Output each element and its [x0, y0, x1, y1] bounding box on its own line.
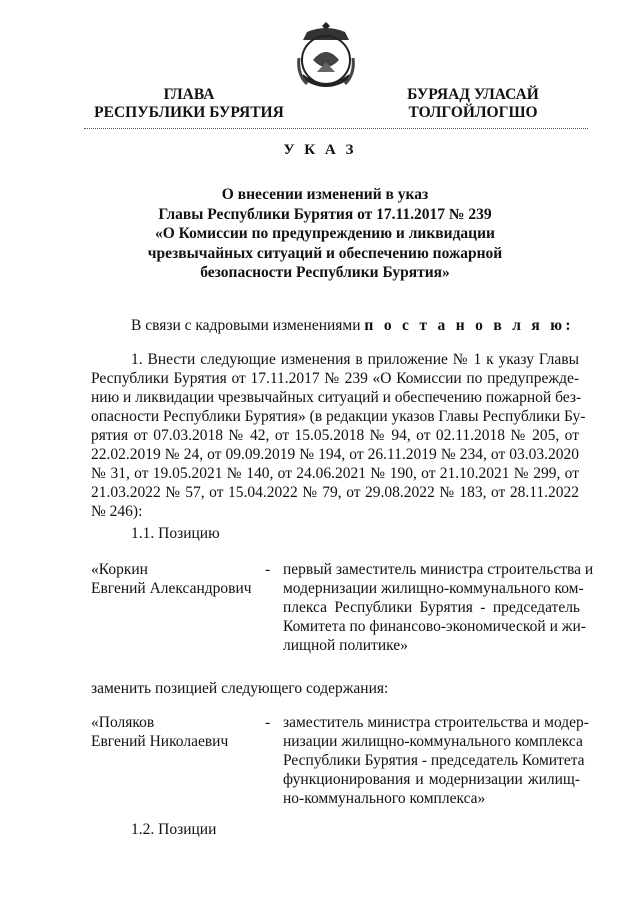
- role-line: но-коммунального комплекса»: [283, 790, 486, 807]
- role-line: первый заместитель министра строительства и: [283, 561, 594, 578]
- new-position-name: [91, 713, 228, 751]
- decree-word: п о с т а н о в л я ю:: [364, 317, 574, 334]
- paragraph-line: 22.02.2019 № 24, от 09.09.2019 № 194, от 26.11.2019 № 234, от 03.03.2020: [91, 446, 579, 463]
- preamble: [131, 316, 574, 335]
- header-left-line: РЕСПУБЛИКИ БУРЯТИЯ: [94, 104, 284, 121]
- title-line: «О Комиссии по предупреждению и ликвидации: [155, 225, 495, 242]
- role-line: плекса Республики Бурятия - председатель: [283, 599, 580, 616]
- role-line: лищной политике»: [283, 637, 408, 654]
- role-line: Комитета по финансово-экономической и жи-: [283, 618, 586, 635]
- paragraph-line: № 246):: [91, 503, 143, 520]
- paragraph-line: нию и ликвидации чрезвычайных ситуаций и обеспечению пожарной без-: [91, 389, 582, 406]
- old-position-role: [283, 560, 594, 655]
- name-line: Евгений Александрович: [91, 580, 252, 597]
- item-1-paragraph: [91, 350, 586, 521]
- replace-instruction: заменить позицией следующего содержания:: [91, 680, 389, 697]
- new-position-role: [283, 713, 589, 808]
- header-left-line: ГЛАВА: [163, 86, 215, 103]
- paragraph-line: № 31, от 19.05.2021 № 140, от 24.06.2021 № 190, от 21.10.2021 № 299, от: [91, 465, 579, 482]
- coat-of-arms-emblem: [293, 18, 359, 98]
- item-1-2-heading: 1.2. Позиции: [131, 821, 217, 838]
- paragraph-line: 1. Внести следующие изменения в приложение № 1 к указу Главы: [131, 351, 579, 368]
- item-1-1-heading: 1.1. Позицию: [131, 525, 220, 542]
- document-type: У К А З: [283, 142, 357, 158]
- old-position-dash: -: [265, 561, 271, 578]
- document-title: [90, 185, 560, 283]
- name-line: «Поляков: [91, 714, 155, 731]
- new-position-dash: -: [265, 714, 271, 731]
- header-left: [84, 86, 294, 122]
- header-right: [388, 86, 558, 122]
- role-line: функционирования и модернизации жилищ-: [283, 771, 580, 788]
- title-line: Главы Республики Бурятия от 17.11.2017 № 239: [158, 205, 492, 223]
- paragraph-line: опасности Республики Бурятия» (в редакции указов Главы Республики Бу-: [91, 408, 586, 425]
- header-right-line: БУРЯАД УЛАСАЙ: [407, 86, 539, 103]
- header-right-line: ТОЛГОЙЛОГШО: [408, 104, 538, 121]
- title-line: чрезвычайных ситуаций и обеспечению пожарной: [147, 244, 503, 262]
- title-line: безопасности Республики Бурятия»: [200, 264, 450, 281]
- old-position-name: [91, 560, 252, 598]
- role-line: низации жилищно-коммунального комплекса: [283, 733, 583, 750]
- name-line: «Коркин: [91, 561, 148, 578]
- title-line: О внесении изменений в указ: [221, 186, 429, 203]
- role-line: Республики Бурятия - председатель Комитета: [283, 752, 585, 769]
- header-divider: [84, 128, 588, 129]
- role-line: заместитель министра строительства и модер-: [283, 714, 589, 731]
- role-line: модернизации жилищно-коммунального ком-: [283, 580, 584, 597]
- paragraph-line: рятия от 07.03.2018 № 42, от 15.05.2018 № 94, от 02.11.2018 № 205, от: [91, 427, 579, 444]
- paragraph-line: Республики Бурятия от 17.11.2017 № 239 «О Комиссии по предупрежде-: [91, 370, 579, 387]
- preamble-text: В связи с кадровыми изменениями: [131, 317, 361, 334]
- paragraph-line: 21.03.2022 № 57, от 15.04.2022 № 79, от 29.08.2022 № 183, от 28.11.2022: [91, 484, 579, 501]
- name-line: Евгений Николаевич: [91, 733, 229, 750]
